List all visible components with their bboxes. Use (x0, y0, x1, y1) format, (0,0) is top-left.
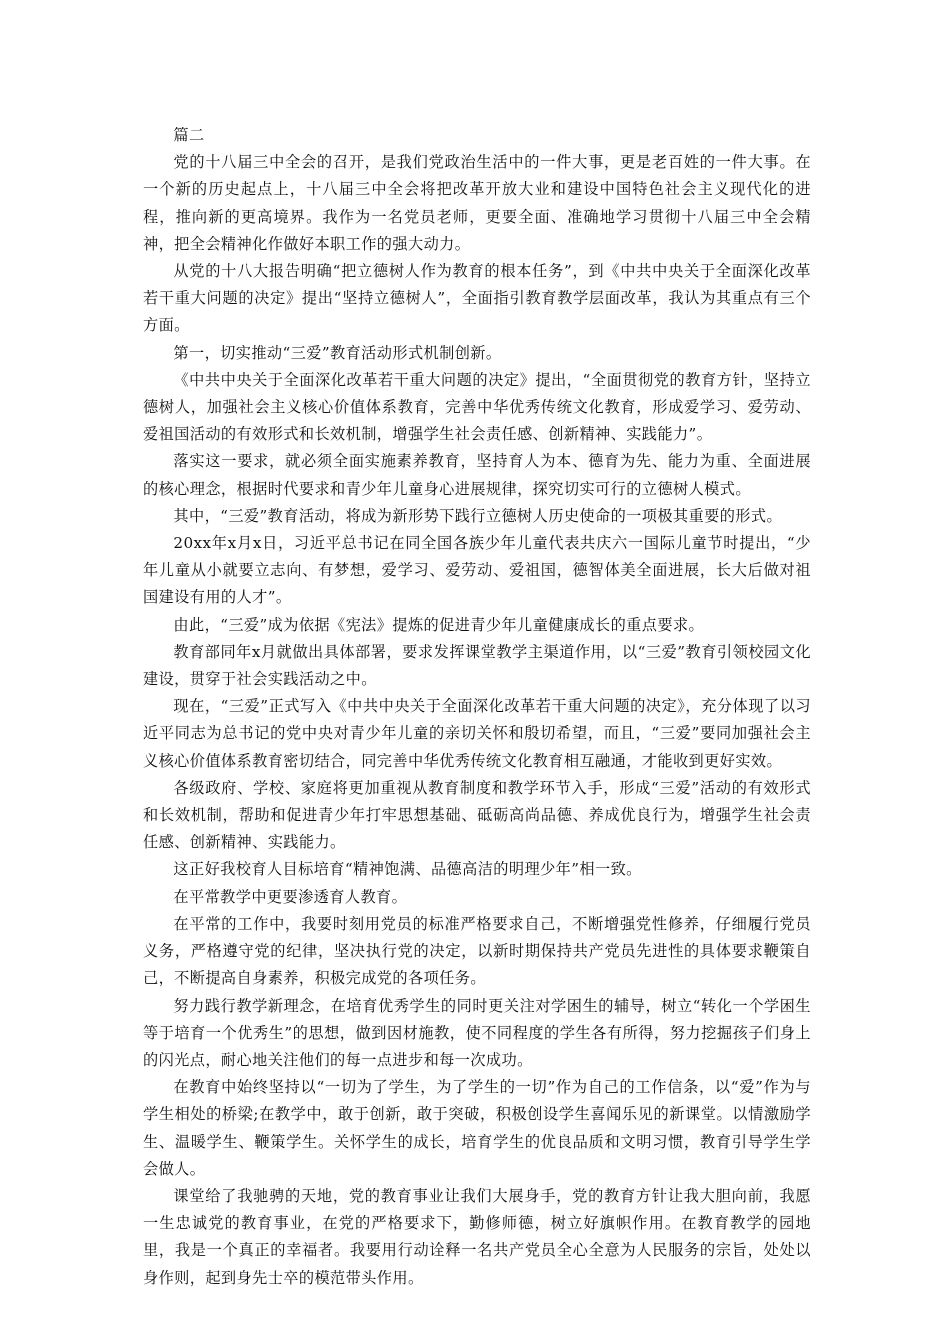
paragraph: 在教育中始终坚持以“一切为了学生，为了学生的一切”作为自己的工作信条，以“爱”作为与学生相处的桥梁;在教学中，敢于创新，敢于突破，积极创设学生喜闻乐见的新课堂。以情激励学生、温暖学生、鞭策学生。关怀学生的成长，培育学生的优良品质和文明习惯，教育引导学生学会做人。 (143, 1078, 811, 1178)
paragraph: 这正好我校育人目标培育“精神饱满、品德高洁的明理少年”相一致。 (173, 860, 642, 879)
paragraph: 课堂给了我驰骋的天地，党的教育事业让我们大展身手，党的教育方针让我大胆向前，我愿一生忠诚党的教育事业，在党的严格要求下，勤修师德，树立好旗帜作用。在教育教学的园地里，我是一个真正的幸福者。我要用行动诠释一名共产党员全心全意为人民服务的宗旨，处处以身作则，起到身先士卒的模范带头作用。 (143, 1186, 811, 1287)
paragraph: 各级政府、学校、家庭将更加重视从教育制度和教学环节入手，形成“三爱”活动的有效形式和长效机制，帮助和促进青少年打牢思想基础、砥砺高尚品德、养成优良行为，增强学生社会责任感、创新精神、实践能力。 (143, 778, 811, 852)
paragraph: 教育部同年x月就做出具体部署，要求发挥课堂教学主渠道作用，以“三爱”教育引领校园文化建设，贯穿于社会实践活动之中。 (143, 642, 811, 689)
paragraph: 努力践行教学新理念，在培育优秀学生的同时更关注对学困生的辅导，树立“转化一个学困生等于培育一个优秀生”的思想，做到因材施教，使不同程度的学生各有所得，努力挖掘孩子们身上的闪光点，耐心地关注他们的每一点进步和每一次成功。 (143, 996, 811, 1069)
document-body (143, 122, 811, 1292)
paragraph: 第一，切实推动“三爱”教育活动形式机制创新。 (173, 343, 502, 362)
paragraph: 从党的十八大报告明确“把立德树人作为教育的根本任务”，到《中共中央关于全面深化改革若干重大问题的决定》提出“坚持立德树人”，全面指引教育教学层面改革，我认为其重点有三个方面。 (143, 262, 811, 335)
paragraph: 《中共中央关于全面深化改革若干重大问题的决定》提出，“全面贯彻党的教育方针，坚持立德树人，加强社会主义核心价值体系教育，完善中华优秀传统文化教育，形成爱学习、爱劳动、爱祖国活动的有效形式和长效机制，增强学生社会责任感、创新精神、实践能力”。 (143, 370, 811, 444)
paragraph: 现在，“三爱”正式写入《中共中央关于全面深化改革若干重大问题的决定》，充分体现了以习近平同志为总书记的党中央对青少年儿童的亲切关怀和殷切希望，而且，“三爱”要同加强社会主义核心价值体系教育密切结合，同完善中华优秀传统文化教育相互融通，才能收到更好实效。 (143, 697, 811, 770)
paragraph: 落实这一要求，就必须全面实施素养教育，坚持育人为本、德育为先、能力为重、全面进展的核心理念，根据时代要求和青少年儿童身心进展规律，探究切实可行的立德树人模式。 (143, 452, 811, 498)
section-title: 篇二 (173, 126, 205, 144)
paragraph: 党的十八届三中全会的召开，是我们党政治生活中的一件大事，更是老百姓的一件大事。在一个新的历史起点上，十八届三中全会将把改革开放大业和建设中国特色社会主义现代化的进程，推向新的更高境界。我作为一名党员老师，更要全面、准确地学习贯彻十八届三中全会精神，把全会精神化作做好本职工作的强大动力。 (143, 153, 811, 253)
paragraph: 在平常的工作中，我要时刻用党员的标准严格要求自己，不断增强党性修养，仔细履行党员义务，严格遵守党的纪律，坚决执行党的决定，以新时期保持共产党员先进性的具体要求鞭策自己，不断提高自身素养，积极完成党的各项任务。 (143, 914, 811, 988)
paragraph: 其中，“三爱”教育活动，将成为新形势下践行立德树人历史使命的一项极其重要的形式。 (173, 506, 783, 525)
paragraph: 在平常教学中更要渗透育人教育。 (173, 887, 408, 906)
paragraph: 由此，“三爱”成为依据《宪法》提炼的促进青少年儿童健康成长的重点要求。 (173, 615, 705, 634)
paragraph: 20xx年x月x日，习近平总书记在同全国各族少年儿童代表共庆六一国际儿童节时提出，“少年儿童从小就要立志向、有梦想，爱学习、爱劳动、爱祖国，德智体美全面进展，长大后做对祖国建设有用的人才”。 (143, 534, 811, 607)
